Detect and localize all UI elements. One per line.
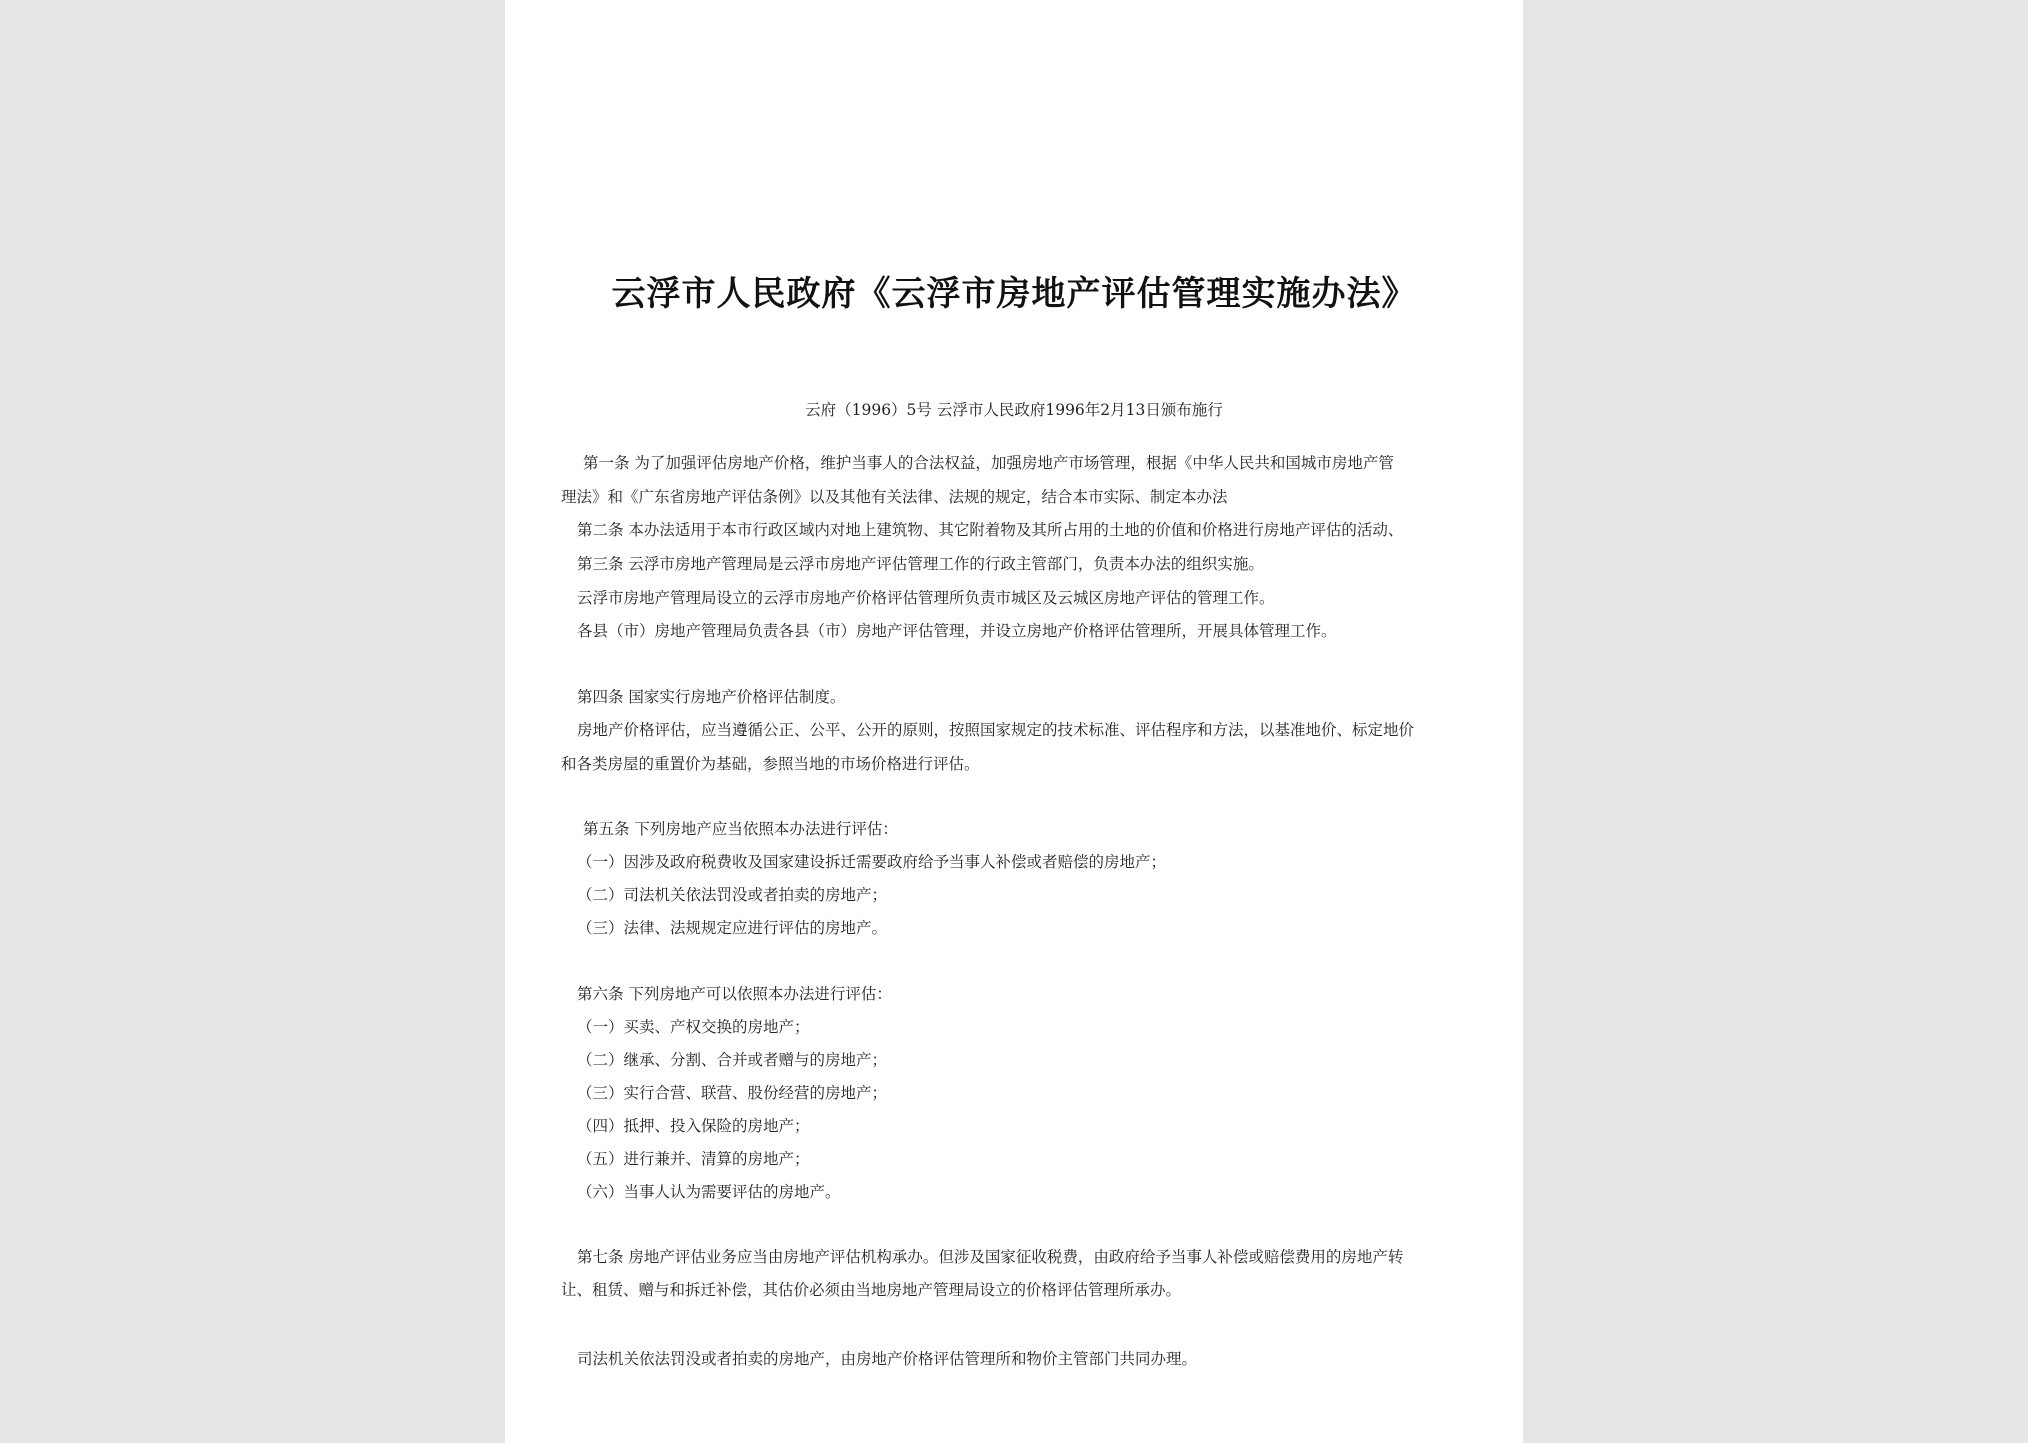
article-3: 第三条 云浮市房地产管理局是云浮市房地产评估管理工作的行政主管部门，负责本办法的组织实施。 [577, 555, 1264, 573]
article-3-para-2: 云浮市房地产管理局设立的云浮市房地产价格评估管理所负责市城区及云城区房地产评估的管理工作。 [577, 589, 1275, 607]
article-7-para-2: 司法机关依法罚没或者拍卖的房地产，由房地产价格评估管理所和物价主管部门共同办理。 [577, 1350, 1198, 1368]
article-6-item-3: （三）实行合营、联营、股份经营的房地产； [577, 1084, 888, 1102]
document-subtitle: 云府（1996）5号 云浮市人民政府1996年2月13日颁布施行 [805, 401, 1223, 419]
article-7-line-2: 让、租赁、赠与和拆迁补偿，其估价必须由当地房地产管理局设立的价格评估管理所承办。 [561, 1281, 1182, 1299]
article-6-item-1: （一）买卖、产权交换的房地产； [577, 1018, 810, 1036]
article-1-line-1: 第一条 为了加强评估房地产价格，维护当事人的合法权益，加强房地产市场管理，根据《中华人民共和国城市房地产管 [583, 454, 1394, 472]
article-4: 第四条 国家实行房地产价格评估制度。 [577, 688, 846, 706]
article-5-item-2: （二）司法机关依法罚没或者拍卖的房地产； [577, 886, 888, 904]
article-6-item-6: （六）当事人认为需要评估的房地产。 [577, 1183, 841, 1201]
article-4-para-2-line-2: 和各类房屋的重置价为基础，参照当地的市场价格进行评估。 [561, 755, 980, 773]
article-2: 第二条 本办法适用于本市行政区域内对地上建筑物、其它附着物及其所占用的土地的价值和价格进行房地产评估的活动、 [577, 521, 1404, 539]
article-6: 第六条 下列房地产可以依照本办法进行评估： [577, 985, 892, 1003]
article-7-line-1: 第七条 房地产评估业务应当由房地产评估机构承办。但涉及国家征收税费，由政府给予当事人补偿或赔偿费用的房地产转 [577, 1248, 1404, 1266]
article-4-para-2-line-1: 房地产价格评估，应当遵循公正、公平、公开的原则，按照国家规定的技术标准、评估程序和方法，以基准地价、标定地价 [577, 721, 1415, 739]
article-5-item-3: （三）法律、法规规定应进行评估的房地产。 [577, 919, 888, 937]
document-page [505, 0, 1523, 1443]
article-6-item-2: （二）继承、分割、合并或者赠与的房地产； [577, 1051, 888, 1069]
document-title: 云浮市人民政府《云浮市房地产评估管理实施办法》 [611, 274, 1417, 314]
article-1-line-2: 理法》和《广东省房地产评估条例》以及其他有关法律、法规的规定，结合本市实际、制定本办法 [561, 488, 1228, 506]
article-6-item-5: （五）进行兼并、清算的房地产； [577, 1150, 810, 1168]
article-5: 第五条 下列房地产应当依照本办法进行评估： [583, 820, 898, 838]
article-5-item-1: （一）因涉及政府税费收及国家建设拆迁需要政府给予当事人补偿或者赔偿的房地产； [577, 853, 1167, 871]
article-6-item-4: （四）抵押、投入保险的房地产； [577, 1117, 810, 1135]
article-3-para-3: 各县（市）房地产管理局负责各县（市）房地产评估管理，并设立房地产价格评估管理所，开展具体管理工作。 [577, 622, 1337, 640]
